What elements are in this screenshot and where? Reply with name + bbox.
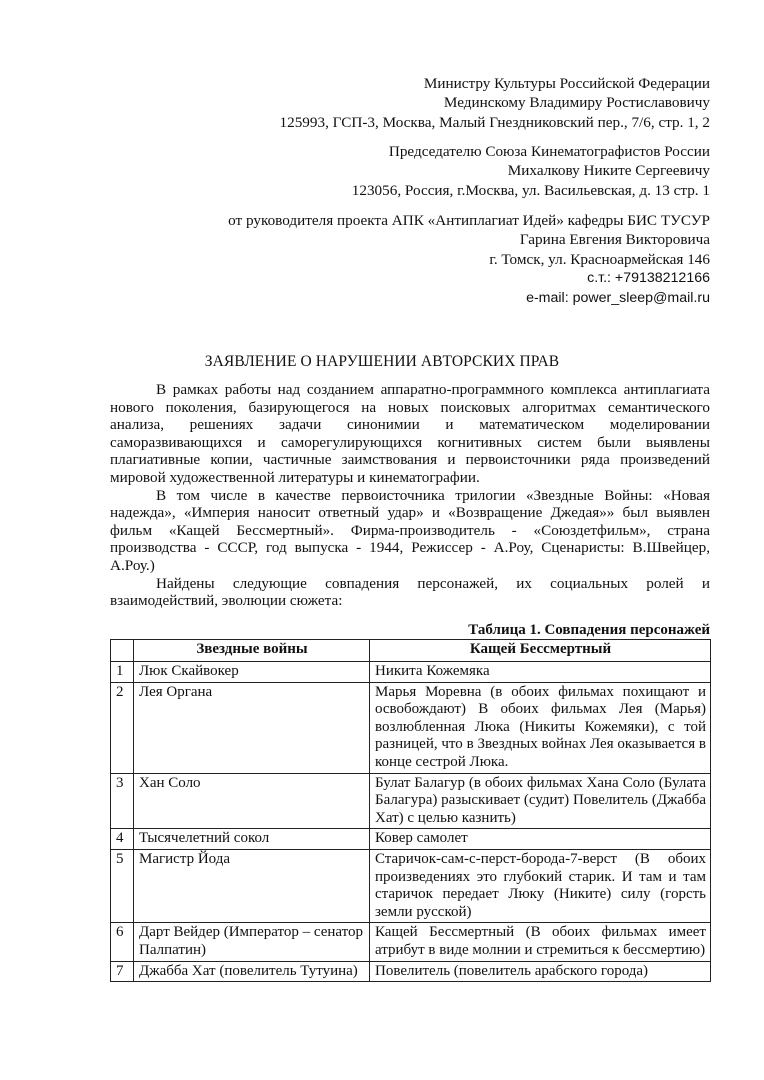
table-row [111,682,711,773]
row-number: 5 [111,849,134,922]
star-wars-character: Люк Скайвокер [134,662,370,683]
recipient-line: Михалкову Никите Сергеевичу [507,162,710,180]
characters-table [110,639,711,982]
row-number: 7 [111,961,134,982]
row-number: 4 [111,829,134,850]
sender-name: Гарина Евгения Викторовича [519,231,710,249]
kashchey-character: Кащей Бессмертный (В обоих фильмах имеет атрибут в виде молнии и стремиться к бессмертию) [370,923,711,961]
recipient-line: 123056, Россия, г.Москва, ул. Васильевская, д. 13 стр. 1 [351,181,710,199]
document-title: ЗАЯВЛЕНИЕ О НАРУШЕНИИ АВТОРСКИХ ПРАВ [204,353,560,370]
paragraph: Найдены следующие совпадения персонажей, их социальных ролей и взаимодействий, эволюции сюжета: [110,574,710,610]
kashchey-character: Булат Балагур (в обоих фильмах Хана Соло (Булата Балагура) разыскивает (судит) Повелитель (Джабба Хат) с целью казнить) [370,773,711,829]
sender-address: г. Томск, ул. Красноармейская 146 [489,250,710,268]
kashchey-character: Ковер самолет [370,829,711,850]
sender-phone: с.т.: +79138212166 [587,270,710,287]
table-row [111,849,711,922]
star-wars-character: Лея Органа [134,682,370,773]
recipient-block-union [352,142,710,200]
row-number: 3 [111,773,134,829]
paragraph: В том числе в качестве первоисточника трилогии «Звездные Войны: «Новая надежда», «Империя наносит ответный удар» и «Возвращение Джедая»» был выявлен фильм «Кащей Бессмертный». Фирма-производитель - «Союздетфильм», страна производства - СССР, год выпуска - 1944, Режиссер - А.Роу, Сценаристы: В.Швейцер, А.Роу.) [110,486,710,574]
recipient-line: 125993, ГСП-3, Москва, Малый Гнездниковский пер., 7/6, стр. 1, 2 [279,113,710,131]
recipient-line: Председателю Союза Кинематографистов России [388,143,710,160]
star-wars-character: Хан Соло [134,773,370,829]
table-row [111,923,711,961]
kashchey-character: Повелитель (повелитель арабского города) [370,961,711,982]
sender-email: e-mail: power_sleep@mail.ru [526,289,710,306]
recipient-line: Мединскому Владимиру Ростиславовичу [443,94,710,112]
star-wars-character: Джабба Хат (повелитель Тутуина) [134,961,370,982]
kashchey-character: Старичок-сам-с-перст-борода-7-верст (В обоих произведениях это глубокий старик. И там и там старичок передает Люку (Никите) силу (горсть земли русской) [370,849,711,922]
kashchey-character: Никита Кожемяка [370,662,711,683]
header-num-cell [111,640,134,662]
recipient-line: Министру Культуры Российской Федерации [423,75,710,92]
star-wars-character: Тысячелетний сокол [134,829,370,850]
table-caption: Таблица 1. Совпадения персонажей [468,622,710,638]
table-header-row [111,640,711,662]
recipient-block-minister [280,74,711,132]
sender-line: от руководителя проекта АПК «Антиплагиат Идей» кафедры БИС ТУСУР [228,212,710,229]
table-row [111,961,711,982]
header-star-wars: Звездные войны [134,640,370,662]
paragraph: В рамках работы над созданием аппаратно-программного комплекса антиплагиата нового поколения, базирующегося на новых поисковых алгоритмах семантического анализа, решениях задачи синонимии и математическом моделировании саморазвивающихся и саморегулирующихся когнитивных систем были выявлены плагиативные копии, частичные заимствования и первоисточники ряда произведений мировой художественной литературы и кинематографии. [110,381,710,486]
row-number: 1 [111,662,134,683]
table-row [111,829,711,850]
row-number: 2 [111,682,134,773]
header-kashchey: Кащей Бессмертный [370,640,711,662]
table-row [111,773,711,829]
body-text [110,381,710,610]
sender-block [228,211,710,308]
row-number: 6 [111,923,134,961]
star-wars-character: Магистр Йода [134,849,370,922]
star-wars-character: Дарт Вейдер (Император – сенатор Палпатин) [134,923,370,961]
kashchey-character: Марья Моревна (в обоих фильмах похищают и освобождают) В обоих фильмах Лея (Марья) возлюбленная Люка (Никиты Кожемяки), с той разницей, что в Звездных войнах Лея оказывается в конце сестрой Люка. [370,682,711,773]
table-row [111,662,711,683]
